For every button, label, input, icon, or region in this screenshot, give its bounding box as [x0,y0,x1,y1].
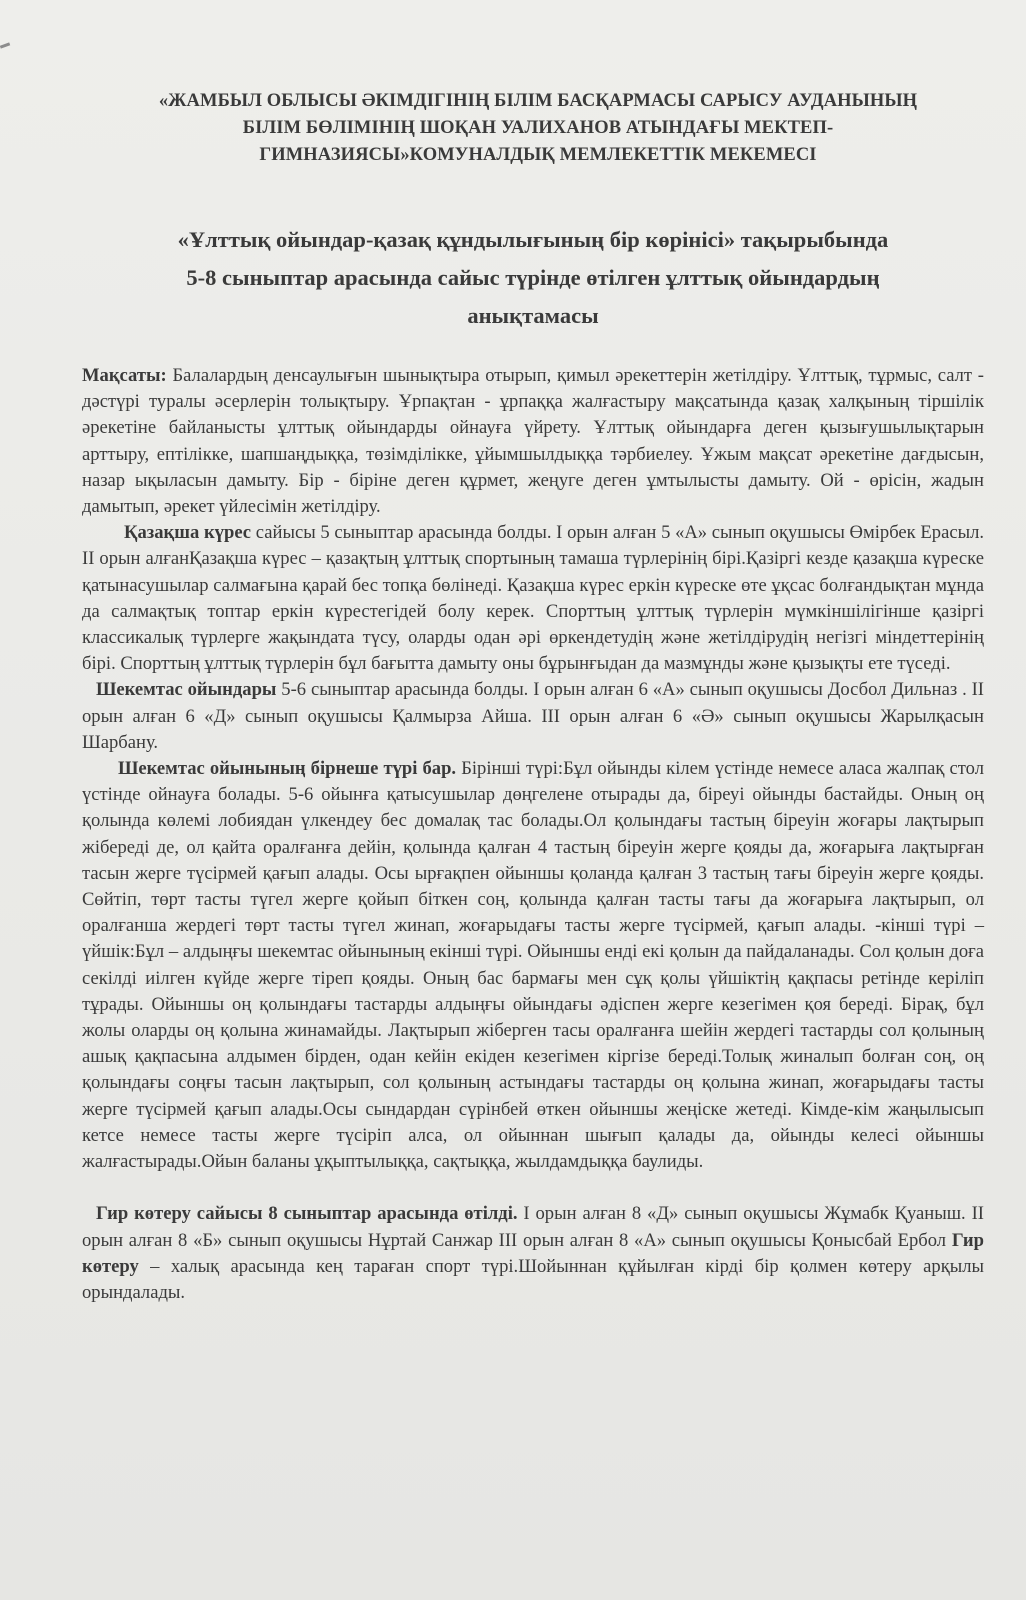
org-header-line: БІЛІМ БӨЛІМІНІҢ ШОҚАН УАЛИХАНОВ АТЫНДАҒЫ МЕКТЕП- [242,118,834,138]
goal-label: Мақсаты: [82,365,167,386]
kures-label: Қазақша күрес [124,522,252,544]
shekemtas-desc-text: Бірінші түрі:Бұл ойынды кілем үстінде немесе аласа жалпақ стол үстінде ойнауға болады. 5-6 ойынға қатысушылар дөңгелене отырады да, біреуі ойынды бастайды. Оның оң қолында көлемі лобиядан үлкендеу бес домалақ тас болады.Ол қолындағы тастың біреуін жоғары лақтырып жібереді де, ол қайта оралғанға дейін, қолында қалған 4 тастың біреуін жерге қояды да, жоғарыға лақтырған тасын жерге түсірмей қағып алады. Осы ырғақпен ойыншы қоланда қалған 3 тастың тағы біреуін жерге қояды. Сөйтіп, төрт тасты түгел жерге қойып біткен соң, қолында қалған тасты тағы да жоғарыға лақтырып, ол оралғанша жердегі төрт тасты түгел жинап, жоғарыдағы тасты жерге түсірмей, қағып алады. -кінші түрі – үйшік:Бұл – алдыңғы шекемтас ойынының екінші түрі. Ойыншы енді екі қолын да пайдаланады. Сол қолын доға секілді иілген күйде жерге тіреп қояды. Оның бас бармағы мен сұқ қолы үйшіктің қақпасы ретінде керіліп тұрады. Ойыншы оң қолындағы тастарды алдыңғы ойындағы әдіспен жерге кезегімен қоя береді. Бірақ, бұл жолы оларды оң қолына жинамайды. Лақтырып жіберген тасы оралғанға шейін жердегі тастарды сол қолының ашық қақпасына алдымен бірден, одан кейін екіден кезегімен кіргізе береді.Толық жиналып болған соң, оң қолындағы соңғы тасын лақтырып, сол қолының астындағы тастарды оң қолына жинап, жоғарыдағы тасты жерге түсірмей қағып алады.Осы сындардан сүрінбей өткен ойыншы жеңіске жетеді. Кімде-кім жаңылысып кетсе немесе тасты жерге түсіріп алса, ол ойыннан шығып қалады да, ойынды келесі ойыншы жалғастырады.Ойын баланы ұқыптылыққа, сақтыққа, жылдамдыққа баулиды. [82,758,984,1173]
gir-label-2: Гир көтеру [82,1229,984,1277]
shekemtas-result-paragraph [82,677,984,756]
shekemtas-desc-paragraph [82,756,984,1175]
org-header-line: «ЖАМБЫЛ ОБЛЫСЫ ӘКІМДІГІНІҢ БІЛІМ БАСҚАРМАСЫ САРЫСУ АУДАНЫНЫҢ [158,91,918,111]
corner-mark [0,42,10,48]
goal-text: Балалардың денсаулығын шынықтыра отырып, қимыл әрекеттерін жетілдіру. Ұлттық, тұрмыс, салт - дәстүрі туралы әсерлерін толықтыру. Ұрпақтан - ұрпаққа жалғастыру мақсатында қазақ халқының тіршілік әрекетіне байланысты ұлттық ойындарды ойнауға үйрету. Ұлттық ойындарға деген қызығушылықтарын арттыру, ептілікке, шапшаңдыққа, төзімділікке, ұйымшылдыққа тәрбиелеу. Ұжым мақсат әрекетіне дағдысын, назар ықыласын дамыту. Бір - біріне деген құрмет, жеңуге деген ұмтылысты дамыту. Ой - өрісін, жадын дамытып, әрекет үйлесімін жетілдіру. [82,365,984,518]
document-title [82,221,984,335]
shekemtas-desc-label: Шекемтас ойынының бірнеше түрі бар. [118,758,457,780]
org-header-line: ГИМНАЗИЯСЫ»КОМУНАЛДЫҚ МЕМЛЕКЕТТІК МЕКЕМЕСІ [259,145,817,165]
kures-text: сайысы 5 сыныптар арасында болды. I орын алған 5 «А» сынып оқушысы Өмірбек Ерасыл. II орын алғанҚазақша күрес – қазақтың ұлттық спортының тамаша түрлерінің бірі.Қазіргі кезде қазақша күреске қатынасушылар салмағына қарай бес топқа бөлінеді. Қазақша күрес еркін күреске өте ұқсас болғандықтан мұнда да салмақтық топтар еркін күрестегідей болу керек. Спорттың ұлттық түрлерін мүмкіншілігінше қазіргі классикалық түрлерге жақындата түсу, оларды одан әрі өркендетудің және жетілдірудің негізгі міндеттерінің бірі. Спорттың ұлттық түрлерін бұл бағытта дамыту оны бұрынғыдан да мазмұнды және қызықты ете түседі. [82,522,984,675]
shekemtas-result-label: Шекемтас ойындары [96,679,277,701]
goal-paragraph [82,363,984,520]
gir-text: I орын алған 8 «Д» сынып оқушысы Жұмабк Қуаныш. II орын алған 8 «Б» сынып оқушысы Нұртай Санжар III орын алған 8 «А» сынып оқушысы Қонысбай Ербол [82,1203,984,1251]
kures-paragraph [82,520,984,677]
document-body [82,363,984,1306]
organization-header [82,88,984,169]
title-line: 5-8 сыныптар арасында сайыс түрінде өтілген ұлттық ойындардың [186,265,880,290]
title-line: «Ұлттық ойындар-қазақ құндылығының бір көрінісі» тақырыбында [177,227,889,252]
gir-label: Гир көтеру сайысы 8 сыныптар арасында өтілді. [96,1203,518,1225]
shekemtas-result-text: 5-6 сыныптар арасында болды. I орын алған 6 «А» сынып оқушысы Досбол Дильназ . II орын алған 6 «Д» сынып оқушысы Қалмырза Айша. III орын алған 6 «Ә» сынып оқушысы Жарылқасын Шарбану. [82,679,984,753]
title-line: анықтамасы [467,303,599,328]
gir-text-2: – халық арасында кең тараған спорт түрі.Шойыннан құйылған кірді бір қолмен көтеру арқылы орындалады. [82,1255,984,1303]
gir-paragraph [82,1201,984,1306]
